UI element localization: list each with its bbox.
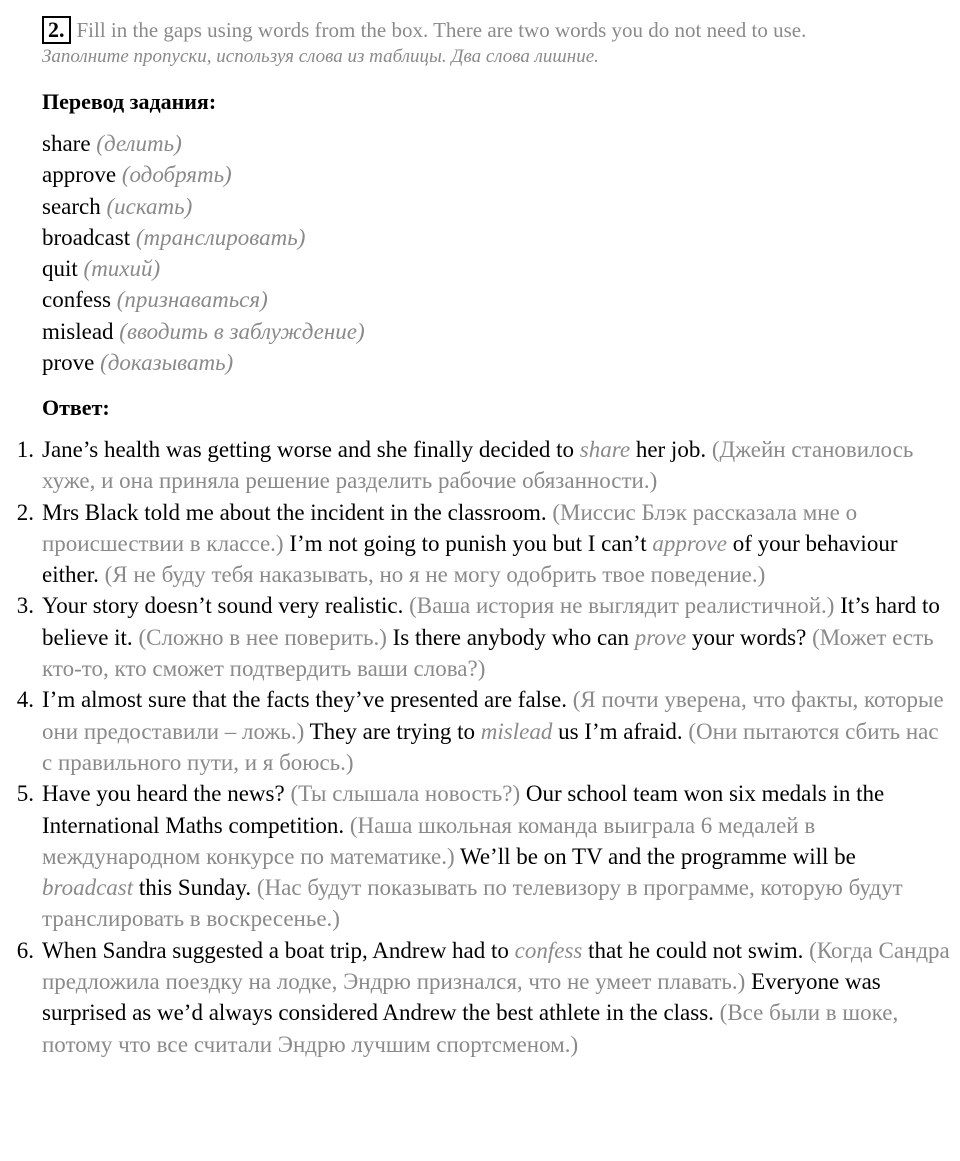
- answer-number-label: 6.: [16, 937, 34, 963]
- answer-translation: (Ты слышала новость?): [290, 781, 521, 807]
- answer-sentence: that he could not swim.: [582, 937, 810, 963]
- vocab-word: mislead: [42, 318, 114, 344]
- answer-word: confess: [514, 937, 583, 963]
- answer-translation: (Когда Сандра предложила поездку на лодке, Эндрю признался, что не умеет плавать.): [42, 937, 950, 995]
- answer-item: [0, 434, 960, 497]
- answer-sentence: They are trying to: [304, 718, 481, 744]
- vocab-word: approve: [42, 162, 117, 188]
- answer-text: [42, 684, 952, 778]
- answer-text: [42, 434, 952, 497]
- vocab-item: [42, 222, 365, 253]
- vocab-translation: (тихий): [83, 256, 161, 282]
- answer-word: broadcast: [42, 875, 134, 901]
- task-instruction-en-line: [42, 16, 942, 45]
- vocab-translation: (доказывать): [100, 350, 234, 376]
- answer-number-label: 4.: [16, 687, 34, 713]
- answer-sentence: Jane’s health was getting worse and she finally decided to: [42, 437, 580, 462]
- answer-number-label: 2.: [16, 499, 34, 525]
- answer-number-label: 1.: [16, 437, 34, 462]
- answer-number: [0, 497, 42, 591]
- vocab-item: [42, 191, 365, 222]
- answer-translation: (Я почти уверена, что факты, которые они предоставили – ложь.): [42, 687, 944, 744]
- answer-sentence: your words?: [686, 624, 813, 650]
- answer-translation: (Я не буду тебя наказывать, но я не могу одобрить твое поведение.): [104, 562, 766, 588]
- answer-word: approve: [652, 530, 727, 556]
- vocab-word: broadcast: [42, 224, 131, 250]
- vocab-item: [42, 159, 365, 190]
- answer-item: [0, 778, 960, 934]
- answer-sentence: I’m not going to punish you but I can’t: [283, 530, 653, 556]
- vocab-word: confess: [42, 287, 111, 313]
- answer-text: [42, 935, 952, 1060]
- answer-item: [0, 684, 960, 778]
- answer-sentence: Mrs Black told me about the incident in the classroom.: [42, 499, 553, 525]
- vocab-item: [42, 347, 365, 378]
- answer-text: [42, 778, 952, 934]
- answer-item: [0, 935, 960, 1060]
- task-instruction-en: Fill in the gaps using words from the box. There are two words you do not need to use.: [76, 18, 807, 42]
- vocab-translation: (признаваться): [116, 287, 268, 313]
- vocab-item: [42, 284, 365, 315]
- answer-sentence: We’ll be on TV and the programme will be: [454, 843, 856, 869]
- vocab-word: share: [42, 131, 91, 156]
- vocab-word: prove: [42, 350, 95, 376]
- answer-sentence: Everyone was surprised as we’d always considered Andrew the best athlete in the class.: [42, 969, 881, 1026]
- answer-text: [42, 497, 952, 591]
- answer-item: [0, 590, 960, 684]
- answer-number: [0, 434, 42, 497]
- answer-item: [0, 497, 960, 591]
- answer-translation: (Наша школьная команда выиграла 6 медалей в международном конкурсе по математике.): [42, 812, 816, 869]
- answer-number: [0, 590, 42, 684]
- answer-translation: (Они пытаются сбить нас с правильного пути, и я боюсь.): [42, 718, 939, 775]
- answer-translation: (Все были в шоке, потому что все считали Эндрю лучшим спортсменом.): [42, 1000, 899, 1057]
- answer-translation: (Нас будут показывать по телевизору в программе, которую будут транслировать в воскресенье.): [42, 875, 903, 932]
- answer-word: mislead: [480, 718, 553, 744]
- answer-text: [42, 590, 952, 684]
- answer-title: Ответ:: [42, 395, 110, 420]
- answer-word: share: [579, 437, 631, 462]
- answer-sentence: I’m almost sure that the facts they’ve presented are false.: [42, 687, 573, 713]
- vocabulary-list: [42, 128, 365, 378]
- answer-sentence: of your behaviour either.: [42, 530, 898, 588]
- answer-sentence: Our school team won six medals in the International Maths competition.: [42, 781, 885, 838]
- answer-number-label: 3.: [16, 593, 34, 619]
- answer-sentence: Your story doesn’t sound very realistic.: [42, 593, 410, 619]
- vocab-item: [42, 316, 365, 347]
- answer-sentence: us I’m afraid.: [552, 718, 689, 744]
- answer-sentence: this Sunday.: [133, 875, 257, 901]
- vocab-translation: (одобрять): [121, 162, 232, 188]
- answer-number: [0, 778, 42, 934]
- vocab-word: quit: [42, 256, 78, 282]
- vocab-word: search: [42, 193, 101, 219]
- answer-number: [0, 684, 42, 778]
- vocab-translation: (транслировать): [135, 224, 306, 250]
- answer-translation: (Может есть кто-то, кто сможет подтвердить ваши слова?): [42, 624, 934, 682]
- answer-number-label: 5.: [16, 781, 34, 807]
- vocab-translation: (искать): [106, 193, 193, 219]
- answer-translation: (Сложно в нее поверить.): [138, 624, 387, 650]
- translation-title: Перевод задания:: [42, 89, 217, 114]
- answer-translation: (Ваша история не выглядит реалистичной.): [409, 593, 835, 619]
- answer-sentence: When Sandra suggested a boat trip, Andrew had to: [42, 937, 515, 963]
- vocab-translation: (вводить в заблуждение): [119, 318, 365, 344]
- answer-number: [0, 935, 42, 1060]
- answer-sentence: Is there anybody who can: [386, 624, 635, 650]
- task-number: 2.: [42, 16, 71, 44]
- answer-word: prove: [634, 624, 687, 650]
- answer-sentence: Have you heard the news?: [42, 781, 291, 807]
- answer-sentence: It’s hard to believe it.: [42, 593, 940, 650]
- answer-list: [0, 434, 960, 1060]
- vocab-item: [42, 128, 365, 159]
- task-instruction-ru: Заполните пропуски, используя слова из таблицы. Два слова лишние.: [42, 46, 599, 67]
- task-header: [42, 16, 942, 69]
- answer-sentence: her job.: [630, 437, 712, 462]
- answer-translation: (Миссис Блэк рассказала мне о происшествии в классе.): [42, 499, 858, 556]
- answer-translation: (Джейн становилось хуже, и она приняла решение разделить рабочие обязанности.): [42, 437, 914, 494]
- vocab-translation: (делить): [96, 131, 182, 156]
- vocab-item: [42, 253, 365, 284]
